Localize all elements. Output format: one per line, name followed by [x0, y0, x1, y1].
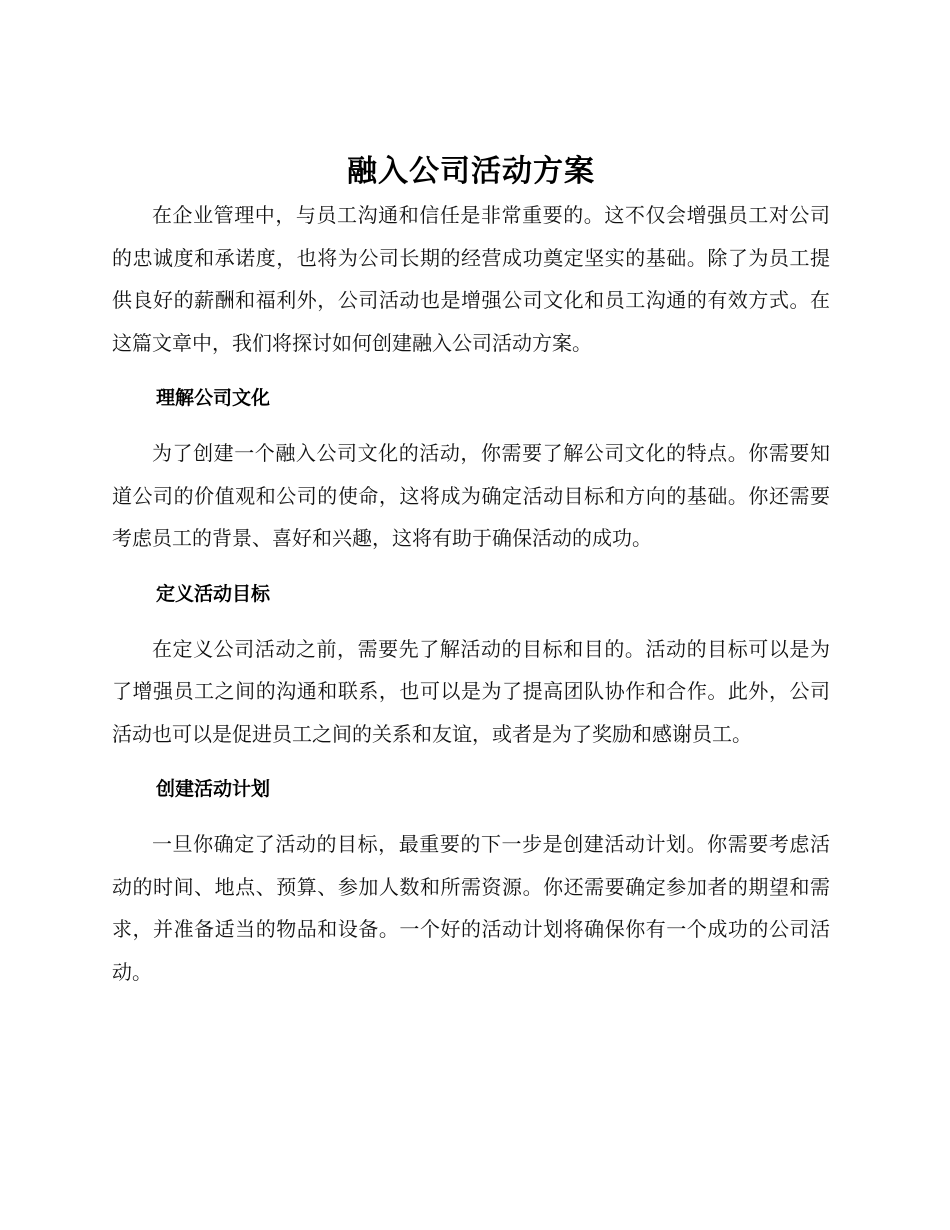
intro-paragraph: 在企业管理中，与员工沟通和信任是非常重要的。这不仅会增强员工对公司的忠诚度和承诺度，也将为公司长期的经营成功奠定坚实的基础。除了为员工提供良好的薪酬和福利外，公司活动也是增强公司文化和员工沟通的有效方式。在这篇文章中，我们将探讨如何创建融入公司活动方案。	[112, 203, 830, 355]
section-heading: 定义活动目标	[156, 582, 271, 605]
document-title: 融入公司活动方案	[347, 154, 595, 189]
section-goals	[112, 574, 830, 756]
document-page	[112, 150, 830, 993]
section-heading: 创建活动计划	[156, 778, 271, 800]
section-culture	[112, 378, 830, 560]
section-paragraph: 一旦你确定了活动的目标，最重要的下一步是创建活动计划。你需要考虑活动的时间、地点、预算、参加人数和所需资源。你还需要确定参加者的期望和需求，并准备适当的物品和设备。一个好的活动计划将确保你有一个成功的公司活动。	[112, 832, 830, 984]
section-paragraph: 在定义公司活动之前，需要先了解活动的目标和目的。活动的目标可以是为了增强员工之间的沟通和联系，也可以是为了提高团队协作和合作。此外，公司活动也可以是促进员工之间的关系和友谊，或者是为了奖励和感谢员工。	[112, 636, 830, 746]
section-plan	[112, 769, 830, 993]
section-heading: 理解公司文化	[156, 387, 271, 409]
section-paragraph: 为了创建一个融入公司文化的活动，你需要了解公司文化的特点。你需要知道公司的价值观和公司的使命，这将成为确定活动目标和方向的基础。你还需要考虑员工的背景、喜好和兴趣，这将有助于确保活动的成功。	[112, 441, 830, 550]
